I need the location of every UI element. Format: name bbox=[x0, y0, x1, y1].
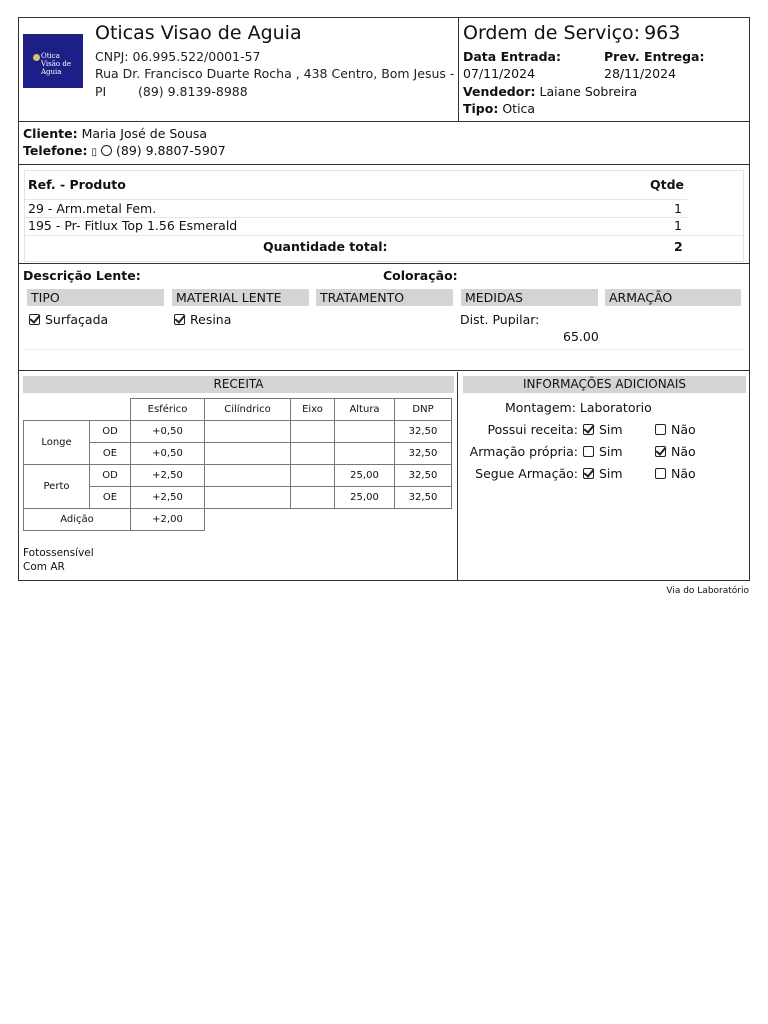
client-phone: (89) 9.8807-5907 bbox=[115, 143, 226, 158]
question-label-1: Possui receita: bbox=[487, 422, 578, 437]
company-name: Oticas Visao de Aguia bbox=[95, 22, 302, 44]
checked-checkbox-icon bbox=[655, 446, 666, 457]
pupillary-value: 65.00 bbox=[563, 329, 599, 344]
table-row: Longe OD +0,50 32,50 bbox=[24, 421, 452, 443]
header-esferico: Esférico bbox=[131, 399, 205, 421]
client-row bbox=[19, 123, 749, 165]
coloring-label: Coloração: bbox=[383, 268, 458, 283]
delivery-date: 28/11/2024 bbox=[604, 66, 677, 81]
products-row bbox=[19, 166, 749, 264]
checkbox-icon bbox=[655, 468, 666, 479]
company-block bbox=[19, 18, 459, 122]
header-cilindrico: Cilíndrico bbox=[205, 399, 291, 421]
phone-line: Telefone: ▯ (89) 9.8807-5907 bbox=[23, 143, 226, 158]
seller-name: Laiane Sobreira bbox=[539, 84, 638, 99]
total-qty: 2 bbox=[674, 239, 683, 254]
header-eixo: Eixo bbox=[291, 399, 335, 421]
checked-checkbox-icon bbox=[29, 314, 40, 325]
pupillary-label: Dist. Pupilar: bbox=[460, 312, 540, 327]
category-armacao: ARMAÇÃO bbox=[605, 289, 741, 306]
perto-label: Perto bbox=[24, 465, 90, 509]
bottom-row bbox=[19, 372, 749, 580]
answer-yes-1: Sim bbox=[583, 422, 623, 437]
whatsapp-icon bbox=[101, 145, 112, 156]
longe-label: Longe bbox=[24, 421, 90, 465]
order-type: Otica bbox=[502, 101, 536, 116]
category-tratamento: TRATAMENTO bbox=[316, 289, 453, 306]
question-label-2: Armação própria: bbox=[469, 444, 578, 459]
table-row: OE +0,50 32,50 bbox=[24, 443, 452, 465]
entry-date: 07/11/2024 bbox=[463, 66, 536, 81]
delivery-date-label: Prev. Entrega: bbox=[604, 49, 705, 64]
prescription-title: RECEITA bbox=[23, 376, 454, 393]
lens-row bbox=[19, 265, 749, 371]
additional-info-title: INFORMAÇÕES ADICIONAIS bbox=[463, 376, 746, 393]
header-row bbox=[19, 18, 749, 122]
order-title: Ordem de Serviço: 963 bbox=[463, 22, 681, 44]
lens-description-label: Descrição Lente: bbox=[23, 268, 141, 283]
product-qty-1: 1 bbox=[674, 201, 682, 216]
header-dnp: DNP bbox=[395, 399, 452, 421]
company-state: PI bbox=[95, 84, 107, 99]
note-1: Fotossensível bbox=[23, 547, 94, 559]
mobile-phone-icon: ▯ bbox=[91, 147, 98, 158]
col-qty: Qtde bbox=[650, 177, 685, 192]
answer-yes-3: Sim bbox=[583, 466, 623, 481]
service-order-sheet bbox=[18, 17, 750, 581]
seller-line: Vendedor: Laiane Sobreira bbox=[463, 84, 638, 99]
product-qty-2: 1 bbox=[674, 218, 682, 233]
addition-value: +2,00 bbox=[131, 509, 205, 531]
client-line: Cliente: Maria José de Sousa bbox=[23, 126, 208, 141]
category-tipo: TIPO bbox=[27, 289, 164, 306]
note-2: Com AR bbox=[23, 561, 65, 573]
products-table bbox=[24, 170, 744, 262]
eagle-eye-icon bbox=[33, 54, 40, 61]
company-phone: (89) 9.8139-8988 bbox=[138, 84, 248, 99]
table-row bbox=[24, 509, 452, 531]
total-label: Quantidade total: bbox=[263, 239, 388, 254]
category-material: MATERIAL LENTE bbox=[172, 289, 309, 306]
order-block bbox=[460, 18, 749, 122]
prescription-table bbox=[23, 398, 452, 531]
product-name-2: 195 - Pr- Fitlux Top 1.56 Esmerald bbox=[28, 218, 238, 233]
mount-value: Laboratorio bbox=[579, 400, 652, 415]
entry-date-label: Data Entrada: bbox=[463, 49, 561, 64]
checked-checkbox-icon bbox=[583, 424, 594, 435]
additional-info-block bbox=[459, 372, 749, 580]
category-medidas: MEDIDAS bbox=[461, 289, 598, 306]
checkbox-icon bbox=[583, 446, 594, 457]
answer-yes-2: Sim bbox=[583, 444, 623, 459]
question-label-3: Segue Armação: bbox=[475, 466, 578, 481]
answer-no-2: Não bbox=[655, 444, 696, 459]
col-ref-product: Ref. - Produto bbox=[28, 177, 126, 192]
client-name: Maria José de Sousa bbox=[81, 126, 208, 141]
prescription-block bbox=[19, 372, 458, 580]
product-name-1: 29 - Arm.metal Fem. bbox=[28, 201, 157, 216]
addition-label: Adição bbox=[24, 509, 131, 531]
mount-row: Montagem: Laboratorio bbox=[505, 400, 652, 415]
checkbox-icon bbox=[655, 424, 666, 435]
table-row: OE +2,50 25,00 32,50 bbox=[24, 487, 452, 509]
footer-copy-label: Via do Laboratório bbox=[666, 586, 749, 596]
checked-checkbox-icon bbox=[583, 468, 594, 479]
answer-no-3: Não bbox=[655, 466, 696, 481]
company-logo: Otica Visão de Aguia bbox=[23, 34, 83, 88]
company-address: Rua Dr. Francisco Duarte Rocha , 438 Centro, Bom Jesus - bbox=[95, 66, 455, 81]
type-line: Tipo: Otica bbox=[463, 101, 536, 116]
tipo-option: Surfaçada bbox=[29, 312, 108, 327]
order-number: 963 bbox=[644, 22, 681, 44]
answer-no-1: Não bbox=[655, 422, 696, 437]
checked-checkbox-icon bbox=[174, 314, 185, 325]
header-altura: Altura bbox=[335, 399, 395, 421]
material-option: Resina bbox=[174, 312, 231, 327]
company-cnpj: CNPJ: 06.995.522/0001-57 bbox=[95, 49, 261, 64]
table-row: Perto OD +2,50 25,00 32,50 bbox=[24, 465, 452, 487]
